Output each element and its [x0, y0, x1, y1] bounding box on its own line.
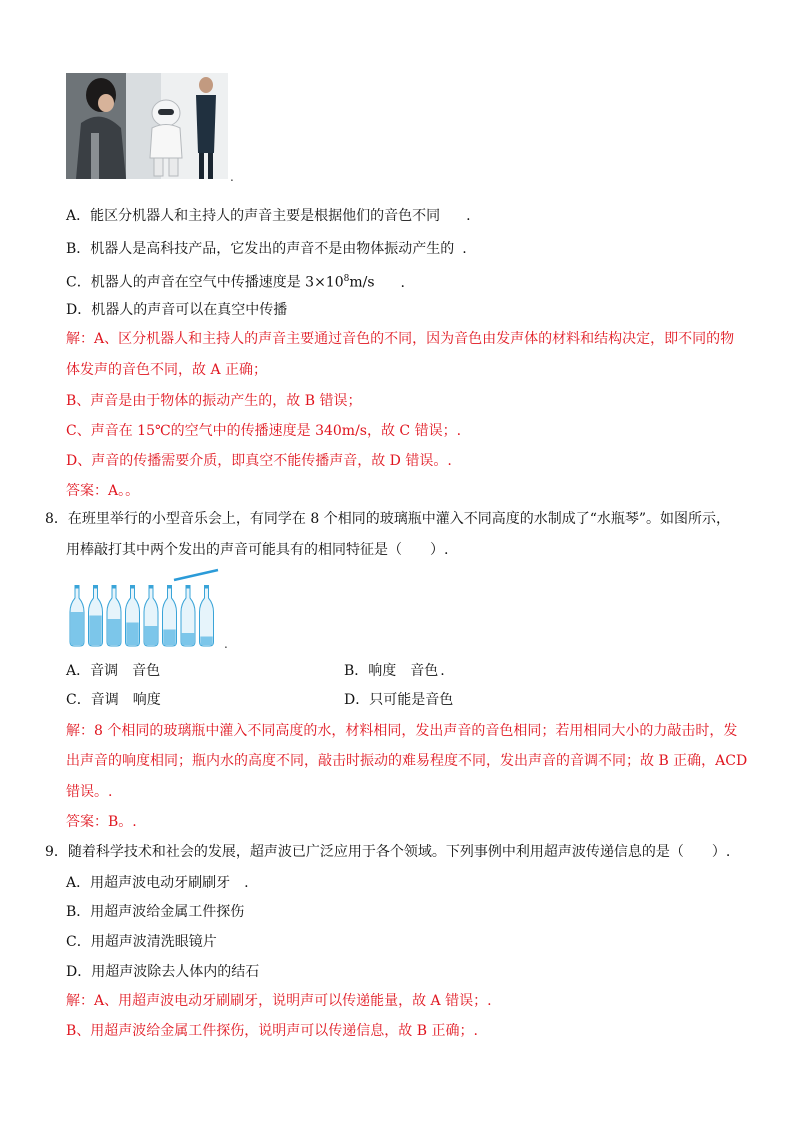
photo-caption-dot: .: [230, 170, 234, 184]
q9-option-c: C．用超声波清洗眼镜片: [66, 934, 217, 950]
q9-solution-line-2: B、用超声波给金属工件探伤，说明声可以传递信息，故 B 正确；.: [66, 1023, 478, 1039]
glass-bottle: [163, 585, 177, 646]
q9-option-d: D．用超声波除去人体内的结石: [66, 964, 260, 980]
q8-option-a: A．音调 音色: [66, 663, 161, 679]
q8-option-d: D．只可能是音色: [344, 692, 454, 708]
q7-solution-line-2: 体发声的音色不同，故 A 正确；: [66, 362, 268, 378]
q8-answer: 答案：B。.: [66, 814, 137, 830]
q7-option-d: D．机器人的声音可以在真空中传播: [66, 302, 288, 318]
q7-option-c: C．机器人的声音在空气中传播速度是 $3\times 10^8m/s$ .: [66, 274, 405, 291]
q9-stem: 9．随着科学技术和社会的发展，超声波已广泛应用于各个领域。下列事例中利用超声波传递信息的是（ ）.: [45, 844, 731, 860]
q7-solution-line-3: B、声音是由于物体的振动产生的，故 B 错误；: [66, 393, 362, 409]
q8-option-b: B．响度 音色 .: [344, 663, 445, 679]
q8-solution-line-1: 解：8 个相同的玻璃瓶中灌入不同高度的水，材料相同，发出声音的音色相同；若用相同大小的力敲击时，发: [66, 723, 738, 739]
q8-solution-line-3: 错误。.: [66, 784, 113, 800]
robot-host-photo: [66, 73, 228, 179]
glass-bottle: [107, 585, 121, 646]
glass-bottle: [126, 585, 140, 646]
q7-answer: 答案：A。。: [66, 483, 140, 499]
glass-bottle: [70, 585, 84, 646]
glass-bottle: [200, 585, 214, 646]
q7-solution-line-4: C、声音在 15℃的空气中的传播速度是 340m/s，故 C 错误；.: [66, 423, 462, 439]
q8-stem-line-2: 用棒敲打其中两个发出的声音可能具有的相同特征是（ ）.: [66, 542, 449, 558]
q9-option-a: A．用超声波电动牙刷刷牙 .: [66, 875, 249, 891]
q7-option-b: B．机器人是高科技产品，它发出的声音不是由物体振动产生的 .: [66, 241, 467, 257]
q7-solution-line-5: D、声音的传播需要介质，即真空不能传播声音，故 D 错误。.: [66, 453, 452, 469]
water-bottles-figure: [66, 568, 224, 648]
q8-solution-line-2: 出声音的响度相同；瓶内水的高度不同，敲击时振动的难易程度不同，发出声音的音调不同；故 B 正确，ACD: [66, 753, 748, 769]
glass-bottle: [144, 585, 158, 646]
glass-bottle: [181, 585, 195, 646]
q7-solution-line-1: 解：A、区分机器人和主持人的声音主要通过音色的不同，因为音色由发声体的材料和结构决定，即不同的物: [66, 331, 735, 347]
glass-bottle: [89, 585, 103, 646]
q9-option-b: B．用超声波给金属工件探伤: [66, 904, 245, 920]
q8-option-c: C．音调 响度: [66, 692, 161, 708]
q9-solution-line-1: 解：A、用超声波电动牙刷刷牙，说明声可以传递能量，故 A 错误；.: [66, 993, 492, 1009]
q8-stem-line-1: 8．在班里举行的小型音乐会上，有同学在 8 个相同的玻璃瓶中灌入不同高度的水制成了“水瓶琴”。如图所示，: [45, 511, 731, 527]
q7-option-a: A．能区分机器人和主持人的声音主要是根据他们的音色不同 .: [66, 208, 471, 224]
figure-caption-dot: .: [224, 637, 228, 651]
